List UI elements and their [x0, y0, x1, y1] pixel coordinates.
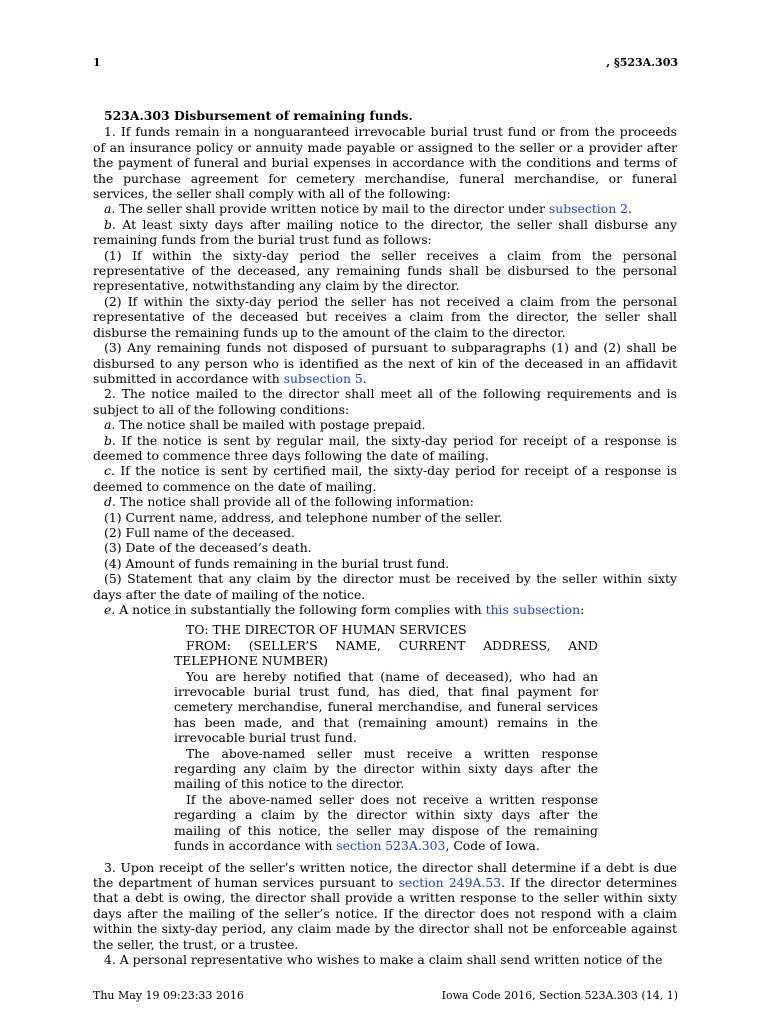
paragraph-label: e. — [104, 602, 116, 617]
paragraph-text: The seller shall provide written notice by mail to the director under — [115, 201, 549, 217]
paragraph — [93, 510, 677, 525]
paragraph-text: The notice shall be mailed with postage prepaid. — [115, 417, 426, 433]
paragraph — [93, 860, 677, 952]
paragraph-label: a. — [104, 417, 116, 433]
section-reference: , §523A.303 — [606, 56, 678, 69]
paragraph — [93, 571, 677, 602]
form-text: If the above-named seller does not receive a written response regarding a claim by the director within sixty days after the mailing of this notice, the seller may dispose of the remaining funds in accordance with — [174, 791, 598, 854]
paragraph-text-end: : — [580, 602, 585, 617]
paragraph-label: b. — [104, 432, 116, 448]
paragraph-text: At least sixty days after mailing notice to the director, the seller shall disburse any remaining funds from the burial trust fund as follows: — [93, 216, 677, 248]
paragraph — [93, 217, 677, 248]
paragraph-text: (1) Current name, address, and telephone number of the seller. — [104, 509, 503, 525]
paragraph — [93, 294, 677, 340]
paragraph-text-end: . If the director determines that a debt is owing, the director shall provide a written response to the seller within sixty days after the mailing of the seller’s notice. If the director does not respond with a claim within the sixty-day period, any claim made by the director shall not be enforceable against the seller, the trust, or a trustee. — [93, 874, 677, 952]
paragraph-text: (5) Statement that any claim by the director must be received by the seller within sixty days after the date of mailing of the notice. — [93, 571, 677, 602]
form-line — [174, 746, 598, 792]
form-text: FROM: (SELLER’S NAME, CURRENT ADDRESS, AND TELEPHONE NUMBER) — [174, 637, 598, 669]
statute-body — [93, 108, 677, 967]
form-line — [174, 669, 598, 746]
paragraph — [93, 386, 677, 417]
paragraph-label: c. — [104, 463, 115, 479]
paragraph-text: If the notice is sent by regular mail, the sixty-day period for receipt of a response is deemed to commence three days following the date of mailing. — [93, 432, 677, 463]
paragraph-text: The notice shall provide all of the following information: — [115, 494, 474, 510]
paragraph — [93, 556, 677, 571]
section-523a303-link[interactable]: section 523A.303 — [336, 838, 446, 854]
paragraph-label: d. — [104, 494, 116, 510]
paragraph-label: b. — [104, 216, 116, 232]
form-line — [174, 638, 598, 669]
paragraph — [93, 540, 677, 555]
paragraph-label: a. — [104, 201, 116, 217]
paragraph-text: (3) Any remaining funds not disposed of pursuant to subparagraphs (1) and (2) shall be disbursed to any person who is identified as the next of kin of the deceased in an affidavit submitted in accordance with — [93, 340, 677, 386]
paragraph-text: (3) Date of the deceased’s death. — [104, 540, 312, 556]
paragraph-text: 1. If funds remain in a nonguaranteed irrevocable burial trust fund or from the proceeds of an insurance policy or annuity made payable or assigned to the seller or a provider after the payment of funeral and burial expenses in accordance with the conditions and terms of the purchase agreement for cemetery merchandise, funeral merchandise, or funeral services, the seller shall comply with all of the following: — [93, 124, 677, 202]
form-line — [174, 792, 598, 854]
form-text-end: , Code of Iowa. — [445, 838, 540, 854]
form-text: TO: THE DIRECTOR OF HUMAN SERVICES — [186, 622, 467, 638]
paragraph-text: 2. The notice mailed to the director shall meet all of the following requirements and is subject to all of the following conditions: — [93, 386, 677, 417]
paragraph — [93, 340, 677, 386]
page-number: 1 — [93, 56, 101, 69]
paragraph-text: (2) If within the sixty-day period the seller has not received a claim from the personal representative of the deceased but receives a claim from the director, the seller shall disburse the remaining funds up to the amount of the claim to the director. — [93, 293, 677, 340]
subsection-2-link[interactable]: subsection 2 — [548, 201, 629, 217]
paragraph — [93, 124, 677, 201]
paragraph — [93, 433, 677, 464]
paragraph-text: 4. A personal representative who wishes to make a claim shall send written notice of the — [104, 951, 663, 967]
footer-timestamp: Thu May 19 09:23:33 2016 — [93, 989, 244, 1002]
this-subsection-link[interactable]: this subsection — [485, 602, 581, 617]
paragraph — [93, 602, 677, 617]
paragraph — [93, 525, 677, 540]
paragraph — [93, 248, 677, 294]
form-text: The above-named seller must receive a written response regarding any claim by the director within sixty days after the mailing of this notice to the director. — [174, 745, 598, 792]
paragraph — [93, 417, 677, 432]
section-paragraphs — [93, 124, 677, 617]
section-249a53-link[interactable]: section 249A.53 — [398, 874, 502, 890]
paragraph-text: A notice in substantially the following form complies with — [115, 602, 486, 617]
section-paragraphs-continued — [93, 860, 677, 968]
paragraph — [93, 463, 677, 494]
paragraph — [93, 494, 677, 509]
paragraph — [93, 952, 677, 967]
paragraph-text: (1) If within the sixty-day period the seller receives a claim from the personal representative of the deceased, any remaining funds shall be disbursed to the personal representative, notwithstanding any claim by the director. — [93, 247, 677, 294]
paragraph-text-end: . — [628, 201, 632, 217]
section-title: 523A.303 Disbursement of remaining funds. — [104, 108, 413, 123]
form-line — [174, 622, 598, 637]
paragraph-text-end: . — [362, 370, 367, 386]
paragraph-text: (4) Amount of funds remaining in the burial trust fund. — [104, 555, 450, 571]
subsection-5-link[interactable]: subsection 5 — [283, 370, 363, 386]
paragraph-text: If the notice is sent by certified mail, the sixty-day period for receipt of a response is deemed to commence on the date of mailing. — [93, 463, 677, 494]
form-text: You are hereby notified that (name of deceased), who had an irrevocable burial trust fund, has died, that final payment for cemetery merchandise, funeral merchandise, and funeral services has been made, and that (remaining amount) remains in the irrevocable burial trust fund. — [174, 668, 598, 746]
paragraph-text: (2) Full name of the deceased. — [104, 524, 296, 540]
notice-form-block — [174, 622, 598, 853]
paragraph-text: 3. Upon receipt of the seller’s written notice, the director shall determine if a debt is due the department of human services pursuant to — [93, 859, 677, 890]
footer-citation: Iowa Code 2016, Section 523A.303 (14, 1) — [441, 989, 678, 1002]
paragraph — [93, 201, 677, 216]
